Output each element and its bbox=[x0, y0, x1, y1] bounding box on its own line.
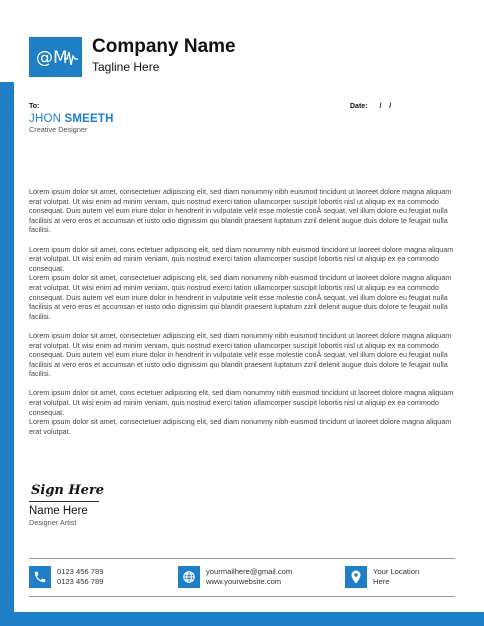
letter-body bbox=[29, 187, 457, 446]
location-pin-icon bbox=[345, 566, 367, 588]
recipient-first-name: JHON bbox=[29, 113, 62, 125]
body-paragraph: Lorem ipsum dolor sit amet, cons ectetuer adipiscing elit, sed diam nonummy nibh euismod tincidunt ut laoreet dolore magna aliquam erat volutpat. Ut wisi enim ad minim veniam, quis nostrud exerci tation ullamcorper suscipit lobortis nisl ut aliquip ex ea commodo consequat. bbox=[29, 244, 454, 273]
globe-icon bbox=[178, 566, 200, 588]
location-line-2: Here bbox=[373, 577, 390, 586]
left-accent-bar bbox=[0, 82, 14, 626]
footer-location bbox=[345, 566, 419, 588]
phone-number-1[interactable]: 0123 456 789 bbox=[57, 567, 104, 576]
phone-number-2[interactable]: 0123 456 789 bbox=[57, 577, 104, 586]
recipient-name bbox=[29, 113, 114, 125]
location-line-1: Your Location bbox=[373, 567, 420, 576]
bottom-accent-bar bbox=[0, 612, 484, 626]
body-paragraph: Lorem ipsum dolor sit amet, consectetuer adipiscing elit, sed diam nonummy nibh euismod tincidunt ut laoreet dolore magna aliquam erat volutpat. Ut wisi enim ad minim veniam, quis nostrud exerci tation ullamcorper suscipit lobortis nisl ut aliquip ex ea commodo consequat. Duis autem vel eum iriure dolor in hendrerit in vulputate velit esse molestie conÂ sequat, vel illum dolore eu feugiat nulla facilisis at vero eros et accumsan et iusto odio dignissim qui blandit praesent luptatum zzril delenit augue duis dolore te feugait nulla facilisi. bbox=[29, 273, 452, 321]
signature-line bbox=[29, 501, 99, 502]
date-field bbox=[350, 103, 391, 110]
footer-bottom-divider bbox=[29, 596, 455, 597]
company-name: Company Name bbox=[92, 36, 236, 57]
signature-script: Sign Here bbox=[31, 483, 105, 498]
recipient-title: Creative Designer bbox=[29, 125, 88, 134]
footer-web bbox=[178, 566, 292, 588]
signer-name: Name Here bbox=[29, 505, 88, 517]
date-label: Date: bbox=[350, 103, 368, 110]
email-link[interactable]: yourmailhere@gmail.com bbox=[206, 567, 293, 576]
body-paragraph: Lorem ipsum dolor sit amet, consectetuer adipiscing elit, sed diam nonummy nibh euismod tincidunt ut laoreet dolore magna aliquam erat volutpat. bbox=[29, 417, 452, 436]
footer-top-divider bbox=[29, 558, 455, 559]
tagline: Tagline Here bbox=[92, 60, 160, 74]
phone-icon bbox=[29, 566, 51, 588]
footer-phone bbox=[29, 566, 103, 588]
website-link[interactable]: www.yourwebsite.com bbox=[206, 577, 282, 586]
company-logo bbox=[29, 37, 82, 77]
signer-title: Designer Artist bbox=[29, 518, 77, 527]
date-value: / / bbox=[379, 103, 392, 110]
body-paragraph: Lorem ipsum dolor sit amet, cons ectetuer adipiscing elit, sed diam nonummy nibh euismod tincidunt ut laoreet dolore magna aliquam erat volutpat. Ut wisi enim ad minim veniam, quis nostrud exerci tation ullamcorper suscipit lobortis nisl ut aliquip ex ea commodo consequat. bbox=[29, 388, 454, 417]
body-paragraph: Lorem ipsum dolor sit amet, consectetuer adipiscing elit, sed diam nonummy nibh euismod tincidunt ut laoreet dolore magna aliquam erat volutpat. Ut wisi enim ad minim veniam, quis nostrud exerci tation ullamcorper suscipit lobortis nisl ut aliquip ex ea commodo consequat. Duis autem vel eum iriure dolor in hendrerit in vulputate velit esse molestie conÂ sequat, vel illum dolore eu feugiat nulla facilisis at vero eros et accumsan et iusto odio dignissim qui blandit praesent luptatum zzril delenit augue duis dolore te feugait nulla facilisi. bbox=[29, 187, 452, 235]
logo-mark-icon bbox=[34, 44, 78, 70]
to-label: To: bbox=[29, 103, 40, 110]
recipient-last-name: SMEETH bbox=[64, 113, 114, 125]
body-paragraph: Lorem ipsum dolor sit amet, consectetuer adipiscing elit, sed diam nonummy nibh euismod tincidunt ut laoreet dolore magna aliquam erat volutpat. Ut wisi enim ad minim veniam, quis nostrud exerci tation ullamcorper suscipit lobortis nisl ut aliquip ex ea commodo consequat. Duis autem vel eum iriure dolor in hendrerit in vulputate velit esse molestie conÂ sequat, vel illum dolore eu feugiat nulla facilisis at vero eros et accumsan et iusto odio dignissim qui blandit praesent luptatum zzril delenit augue duis dolore te feugait nulla facilisi. bbox=[29, 330, 452, 379]
logo-text: @M bbox=[35, 48, 68, 68]
